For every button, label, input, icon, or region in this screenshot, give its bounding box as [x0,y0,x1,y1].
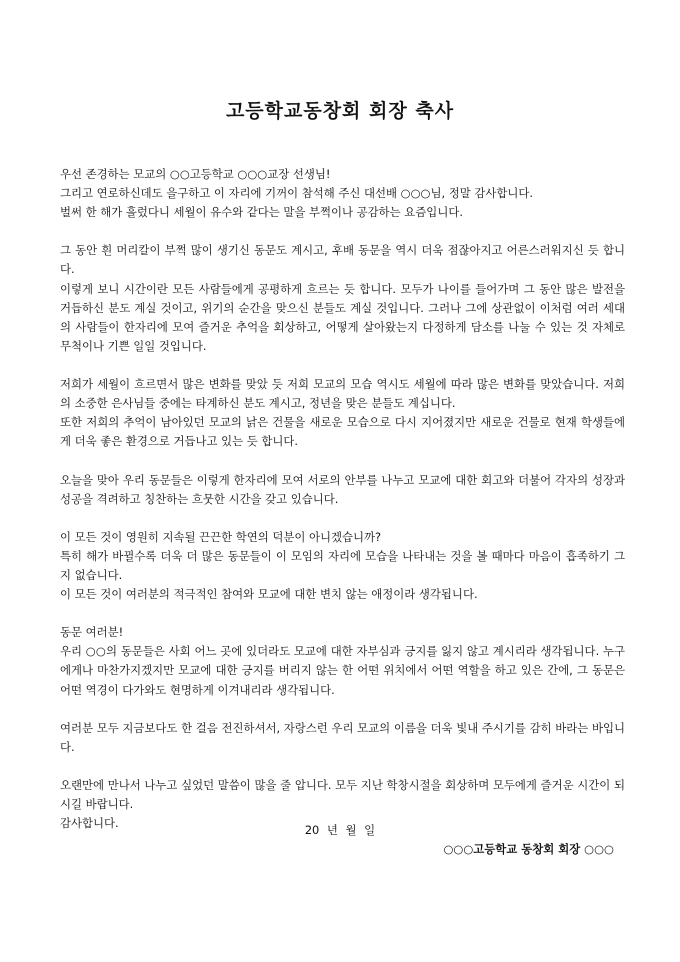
signature-line: ○○○고등학교 동창회 회장 ○○○ [443,842,614,856]
text-line: 우선 존경하는 모교의 ○○고등학교 ○○○교장 선생님! [60,167,331,181]
paragraph [60,241,625,356]
text-line: 여러분 모두 지금보다도 한 걸음 전진하셔서, 자랑스런 우리 모교의 이름을 더욱 빛내 주시기를 감히 바라는 바입니다. [60,720,625,754]
date-line: 20 년 월 일 [304,823,376,837]
paragraph [60,719,625,757]
text-line: 이렇게 보니 시간이란 모든 사람들에게 공평하게 흐르는 듯 합니다. 모두가 나이를 들어가며 그 동안 많은 발전을 거듭하신 분도 계실 것이고, 위기의 순간을 맞으신 분들도 계실 것입니다. 그러나 그에 상관없이 이처럼 여러 세대의 사람들이 한자리에 모여 즐거운 추억을 회상하고, 어떻게 살아왔는지 다정하게 담소를 나눌 수 있는 것 자체로 무척이나 기쁜 일일 것입니다. [60,281,625,353]
text-line: 감사합니다. [60,816,119,831]
text-line: 동문 여러분! [60,625,124,640]
paragraph [60,528,625,604]
text-line: 특히 해가 바뀔수록 더욱 더 많은 동문들이 이 모임의 자리에 모습을 나타내는 것을 볼 때마다 마음이 흡족하기 그지 없습니다. [60,548,625,582]
text-line: 이 모든 것이 영원히 지속될 끈끈한 학연의 덕분이 아니겠습니까? [60,529,382,544]
text-line: 벌써 한 해가 흘렀다니 세월이 유수와 같다는 말을 부쩍이나 공감하는 요즘입니다. [60,205,463,220]
paragraph [60,623,625,699]
text-line: 저희가 세월이 흐르면서 많은 변화를 맞았 듯 저희 모교의 모습 역시도 세월에 따라 많은 변화를 맞았습니다. 저희의 소중한 은사님들 중에는 타계하신 분도 계시고, 정년을 맞은 분들도 계십니다. [60,377,625,411]
paragraph [60,375,625,451]
text-line: 또한 저희의 추억이 남아있던 모교의 낡은 건물을 새로운 모습으로 다시 지어졌지만 새로운 건물로 현재 학생들에게 더욱 좋은 환경으로 거듭나고 있는 듯 합니다. [60,415,625,449]
document-title: 고등학교동창회 회장 축사 [225,100,455,122]
document-body [60,165,625,852]
text-line: 이 모든 것이 여러분의 적극적인 참여와 모교에 대한 변치 않는 애정이라 생각됩니다. [60,587,478,602]
paragraph [60,471,625,509]
paragraph [60,165,625,222]
text-line: 우리 ○○의 동문들은 사회 어느 곳에 있더라도 모교에 대한 자부심과 긍지를 잃지 않고 계시리라 생각됩니다. 누구에게나 마찬가지겠지만 모교에 대한 긍지를 버리지 않는 한 어떤 위치에서 어떤 역할을 하고 있은 간에, 그 동문은 어떤 역경이 다가와도 현명하게 이겨내리라 생각됩니다. [60,644,625,697]
text-line: 그 동안 흰 머리칼이 부쩍 많이 생기신 동문도 계시고, 후배 동문을 역시 더욱 점잖아지고 어른스러워지신 듯 합니다. [60,243,625,277]
text-line: 오랜만에 만나서 나누고 싶었던 말씀이 많을 줄 압니다. 모두 지난 학창시절을 회상하며 모두에게 즐거운 시간이 되시길 바랍니다. [60,778,625,812]
text-line: 그리고 연로하신데도 을구하고 이 자리에 기꺼이 참석해 주신 대선배 ○○○님, 정말 감사합니다. [60,186,534,201]
text-line: 오늘을 맞아 우리 동문들은 이렇게 한자리에 모여 서로의 안부를 나누고 모교에 대한 회고와 더불어 각자의 성장과 성공을 격려하고 칭찬하는 흐뭇한 시간을 갖고 있습니다. [60,472,625,506]
